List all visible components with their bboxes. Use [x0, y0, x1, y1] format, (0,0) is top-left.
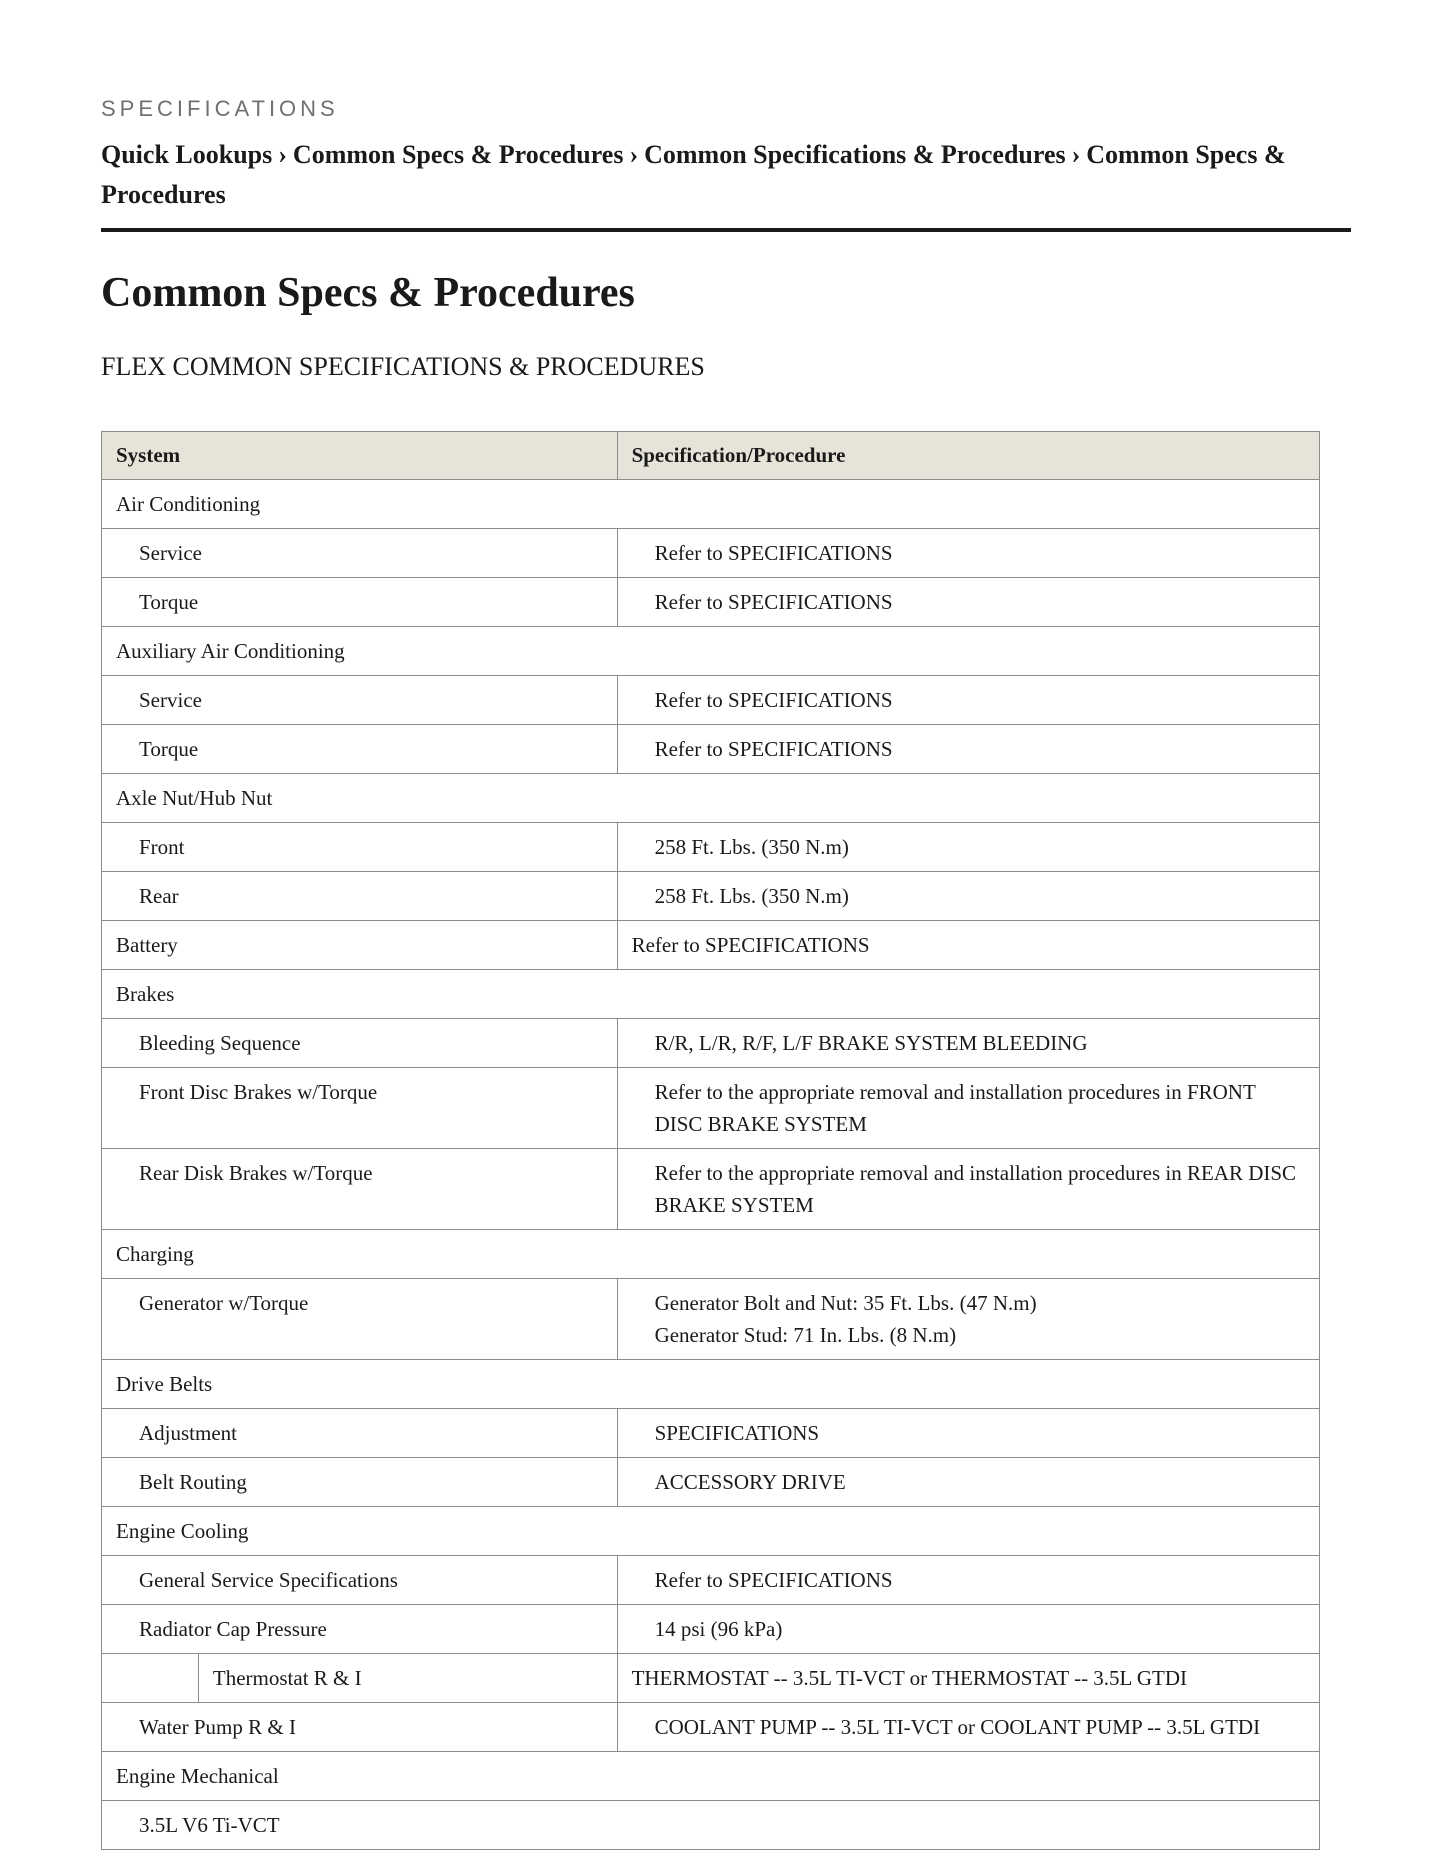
breadcrumb-separator: ›	[629, 140, 639, 169]
spec-cell	[617, 1019, 1319, 1068]
table-row	[102, 1279, 1320, 1360]
spec-line: THERMOSTAT -- 3.5L TI-VCT or THERMOSTAT -- 3.5L GTDI	[631, 1666, 1188, 1690]
table-body	[102, 480, 1320, 1850]
table-row	[102, 1752, 1320, 1801]
system-cell: General Service Specifications	[102, 1556, 618, 1605]
system-cell: Bleeding Sequence	[102, 1019, 618, 1068]
table-row	[102, 970, 1320, 1019]
breadcrumb-item-common-specs[interactable]: Common Specs & Procedures	[292, 140, 624, 169]
system-group-cell: Axle Nut/Hub Nut	[102, 774, 1320, 823]
spec-line: Refer to SPECIFICATIONS	[631, 933, 870, 957]
table-row	[102, 1556, 1320, 1605]
table-row	[102, 1068, 1320, 1149]
spec-cell	[617, 578, 1319, 627]
spec-line: Generator Bolt and Nut: 35 Ft. Lbs. (47 N.m)	[654, 1291, 1037, 1315]
spec-line: Refer to SPECIFICATIONS	[654, 737, 893, 761]
system-cell: Torque	[102, 578, 618, 627]
table-row	[102, 872, 1320, 921]
system-cell: Rear	[102, 872, 618, 921]
spec-line: Refer to SPECIFICATIONS	[654, 1568, 893, 1592]
page-title: Common Specs & Procedures	[101, 270, 635, 316]
table-row	[102, 676, 1320, 725]
spec-cell	[617, 1703, 1319, 1752]
table-row	[102, 1149, 1320, 1230]
table-row	[102, 823, 1320, 872]
system-group-cell: Drive Belts	[102, 1360, 1320, 1409]
spec-cell	[617, 1654, 1319, 1703]
table-row	[102, 529, 1320, 578]
system-cell: Rear Disk Brakes w/Torque	[102, 1149, 618, 1230]
table-row	[102, 1605, 1320, 1654]
column-header-system: System	[102, 432, 618, 480]
system-group-cell: Engine Cooling	[102, 1507, 1320, 1556]
system-cell: Torque	[102, 725, 618, 774]
breadcrumb-item-quick-lookups[interactable]: Quick Lookups	[101, 140, 273, 169]
system-cell: Adjustment	[102, 1409, 618, 1458]
system-group-cell: Air Conditioning	[102, 480, 1320, 529]
spec-line: COOLANT PUMP -- 3.5L TI-VCT or COOLANT PUMP -- 3.5L GTDI	[654, 1715, 1261, 1739]
table-row	[102, 1801, 1320, 1850]
table-row	[102, 480, 1320, 529]
system-cell: Thermostat R & I	[198, 1654, 617, 1703]
table-row	[102, 1507, 1320, 1556]
system-group-cell: 3.5L V6 Ti-VCT	[102, 1801, 1320, 1850]
table-row	[102, 1654, 1320, 1703]
spec-line: Refer to the appropriate removal and installation procedures in FRONT DISC BRAKE SYSTEM	[654, 1080, 1256, 1136]
table-row	[102, 1230, 1320, 1279]
system-cell: Water Pump R & I	[102, 1703, 618, 1752]
breadcrumb-item-common-specifications[interactable]: Common Specifications & Procedures	[644, 140, 1066, 169]
spec-line: 14 psi (96 kPa)	[654, 1617, 783, 1641]
table-row	[102, 1360, 1320, 1409]
spec-cell	[617, 1605, 1319, 1654]
table-row	[102, 921, 1320, 970]
spec-cell	[617, 1409, 1319, 1458]
system-cell: Generator w/Torque	[102, 1279, 618, 1360]
table-row	[102, 578, 1320, 627]
spec-cell	[617, 1149, 1319, 1230]
system-cell: Service	[102, 529, 618, 578]
system-group-cell: Auxiliary Air Conditioning	[102, 627, 1320, 676]
system-cell: Front Disc Brakes w/Torque	[102, 1068, 618, 1149]
system-cell: Battery	[102, 921, 618, 970]
breadcrumb-separator: ›	[1071, 140, 1081, 169]
spec-cell	[617, 872, 1319, 921]
spec-line: ACCESSORY DRIVE	[654, 1470, 846, 1494]
spec-cell	[617, 921, 1319, 970]
table-header-row	[102, 432, 1320, 480]
spec-cell	[617, 823, 1319, 872]
spec-line: Refer to SPECIFICATIONS	[654, 590, 893, 614]
spec-line: 258 Ft. Lbs. (350 N.m)	[654, 835, 849, 859]
breadcrumb-separator: ›	[278, 140, 287, 169]
breadcrumb-item-current[interactable]: Common Specs & Procedures	[101, 140, 1286, 209]
table-row	[102, 1019, 1320, 1068]
specs-table	[101, 431, 1320, 1850]
spec-line: Refer to SPECIFICATIONS	[654, 688, 893, 712]
spec-cell	[617, 676, 1319, 725]
spec-cell	[617, 1556, 1319, 1605]
table-row	[102, 1458, 1320, 1507]
table-row	[102, 1409, 1320, 1458]
spec-line: Refer to the appropriate removal and installation procedures in REAR DISC BRAKE SYSTEM	[654, 1161, 1297, 1217]
system-cell: Service	[102, 676, 618, 725]
system-cell: Radiator Cap Pressure	[102, 1605, 618, 1654]
spec-cell	[617, 529, 1319, 578]
spec-cell	[617, 1458, 1319, 1507]
system-cell: Front	[102, 823, 618, 872]
breadcrumb	[101, 135, 1351, 215]
table-row	[102, 725, 1320, 774]
system-group-cell: Brakes	[102, 970, 1320, 1019]
system-group-cell: Charging	[102, 1230, 1320, 1279]
spec-cell	[617, 725, 1319, 774]
header-divider	[101, 228, 1351, 232]
table-row	[102, 1703, 1320, 1752]
spec-cell	[617, 1279, 1319, 1360]
spec-line: SPECIFICATIONS	[654, 1421, 820, 1445]
column-header-spec: Specification/Procedure	[617, 432, 1319, 480]
spec-line: Generator Stud: 71 In. Lbs. (8 N.m)	[654, 1323, 957, 1347]
system-cell: Belt Routing	[102, 1458, 618, 1507]
spec-cell	[617, 1068, 1319, 1149]
page-subtitle: FLEX COMMON SPECIFICATIONS & PROCEDURES	[101, 352, 705, 381]
spec-line: 258 Ft. Lbs. (350 N.m)	[654, 884, 849, 908]
section-eyebrow: SPECIFICATIONS	[101, 96, 339, 121]
table-row	[102, 627, 1320, 676]
system-group-cell: Engine Mechanical	[102, 1752, 1320, 1801]
table-row	[102, 774, 1320, 823]
spec-line: R/R, L/R, R/F, L/F BRAKE SYSTEM BLEEDING	[654, 1031, 1088, 1055]
empty-cell	[102, 1654, 199, 1703]
spec-line: Refer to SPECIFICATIONS	[654, 541, 893, 565]
